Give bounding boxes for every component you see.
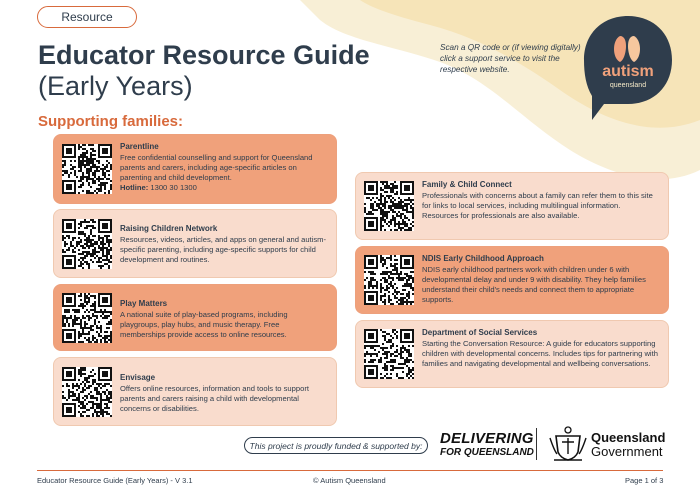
- ndis-qr-icon: [364, 255, 414, 305]
- autism-queensland-logo: [582, 14, 674, 124]
- funded-by-label: This project is proudly funded & supported by:: [244, 437, 428, 454]
- resource-name: Raising Children Network: [120, 224, 218, 233]
- resource-name: Family & Child Connect: [422, 180, 512, 189]
- parentline-qr-icon: [62, 144, 112, 194]
- resource-card-raising-children[interactable]: [53, 209, 337, 278]
- resource-description: Resources, videos, articles, and apps on general and autism-specific parenting, including age-specific supports for child development and routines.: [120, 235, 326, 264]
- resource-card-parentline[interactable]: [53, 134, 337, 204]
- logo-word-queensland: queensland: [609, 82, 647, 89]
- title-sub: (Early Years): [38, 71, 193, 101]
- play-matters-qr-icon: [62, 293, 112, 343]
- page-title: [38, 40, 370, 102]
- scan-instructions: Scan a QR code or (if viewing digitally) click a support service to visit the respective website.: [440, 43, 581, 74]
- delivering-for-queensland-logo: DELIVERING FOR QUEENSLAND: [440, 430, 534, 458]
- resource-card-envisage[interactable]: [53, 357, 337, 426]
- section-heading: Supporting families:: [38, 113, 184, 130]
- footer-page-number: Page 1 of 3: [625, 476, 664, 485]
- resource-card-play-matters[interactable]: [53, 284, 337, 351]
- hotline: Hotline: 1300 30 1300: [120, 183, 197, 192]
- family-child-connect-qr-icon: [364, 181, 414, 231]
- title-main: Educator Resource Guide: [38, 40, 370, 70]
- resource-name: Play Matters: [120, 299, 168, 308]
- resource-name: NDIS Early Childhood Approach: [422, 254, 544, 263]
- queensland-government-logo: Queensland Government: [591, 430, 666, 459]
- footer-document-version: Educator Resource Guide (Early Years) - V 3.1: [37, 476, 193, 485]
- resource-description: Professionals with concerns about a family can refer them to this site for links to local services, including multilingual information. Resources for professionals are also available.: [422, 191, 653, 220]
- resource-tag: Resource: [37, 6, 137, 28]
- resource-description: Starting the Conversation Resource: A guide for educators supporting children with developmental concerns. Includes tips for partnering with families and navigating developmental and wellbeing conversations.: [422, 339, 658, 368]
- resource-description: NDIS early childhood partners work with children under 6 with developmental delay and under 9 with disability. They help families understand their child's needs and connect them to appropriate supports.: [422, 265, 646, 304]
- envisage-qr-icon: [62, 367, 112, 417]
- footer-copyright: © Autism Queensland: [313, 476, 386, 485]
- social-services-qr-icon: [364, 329, 414, 379]
- resource-card-family-child-connect[interactable]: [355, 172, 669, 240]
- resource-name: Envisage: [120, 373, 156, 382]
- resource-description: Free confidential counselling and support for Queensland parents and carers, including age-specific articles on parenting and child development.: [120, 153, 313, 182]
- logo-word-autism: autism: [602, 63, 654, 80]
- resource-description: A national suite of play-based programs, including playgroups, play hubs, and music therapy. Free memberships provide access to online resources.: [120, 310, 288, 339]
- resource-description: Offers online resources, information and tools to support parents and carers raising a child with developmental concerns or disabilities.: [120, 384, 309, 413]
- raising-children-qr-icon: [62, 219, 112, 269]
- resource-name: Parentline: [120, 142, 159, 151]
- logo-divider: [536, 428, 537, 460]
- queensland-crest-icon: [548, 424, 588, 462]
- resource-card-social-services[interactable]: [355, 320, 669, 388]
- resource-card-ndis-early-childhood[interactable]: [355, 246, 669, 314]
- resource-name: Department of Social Services: [422, 328, 538, 337]
- footer-divider: [37, 470, 663, 471]
